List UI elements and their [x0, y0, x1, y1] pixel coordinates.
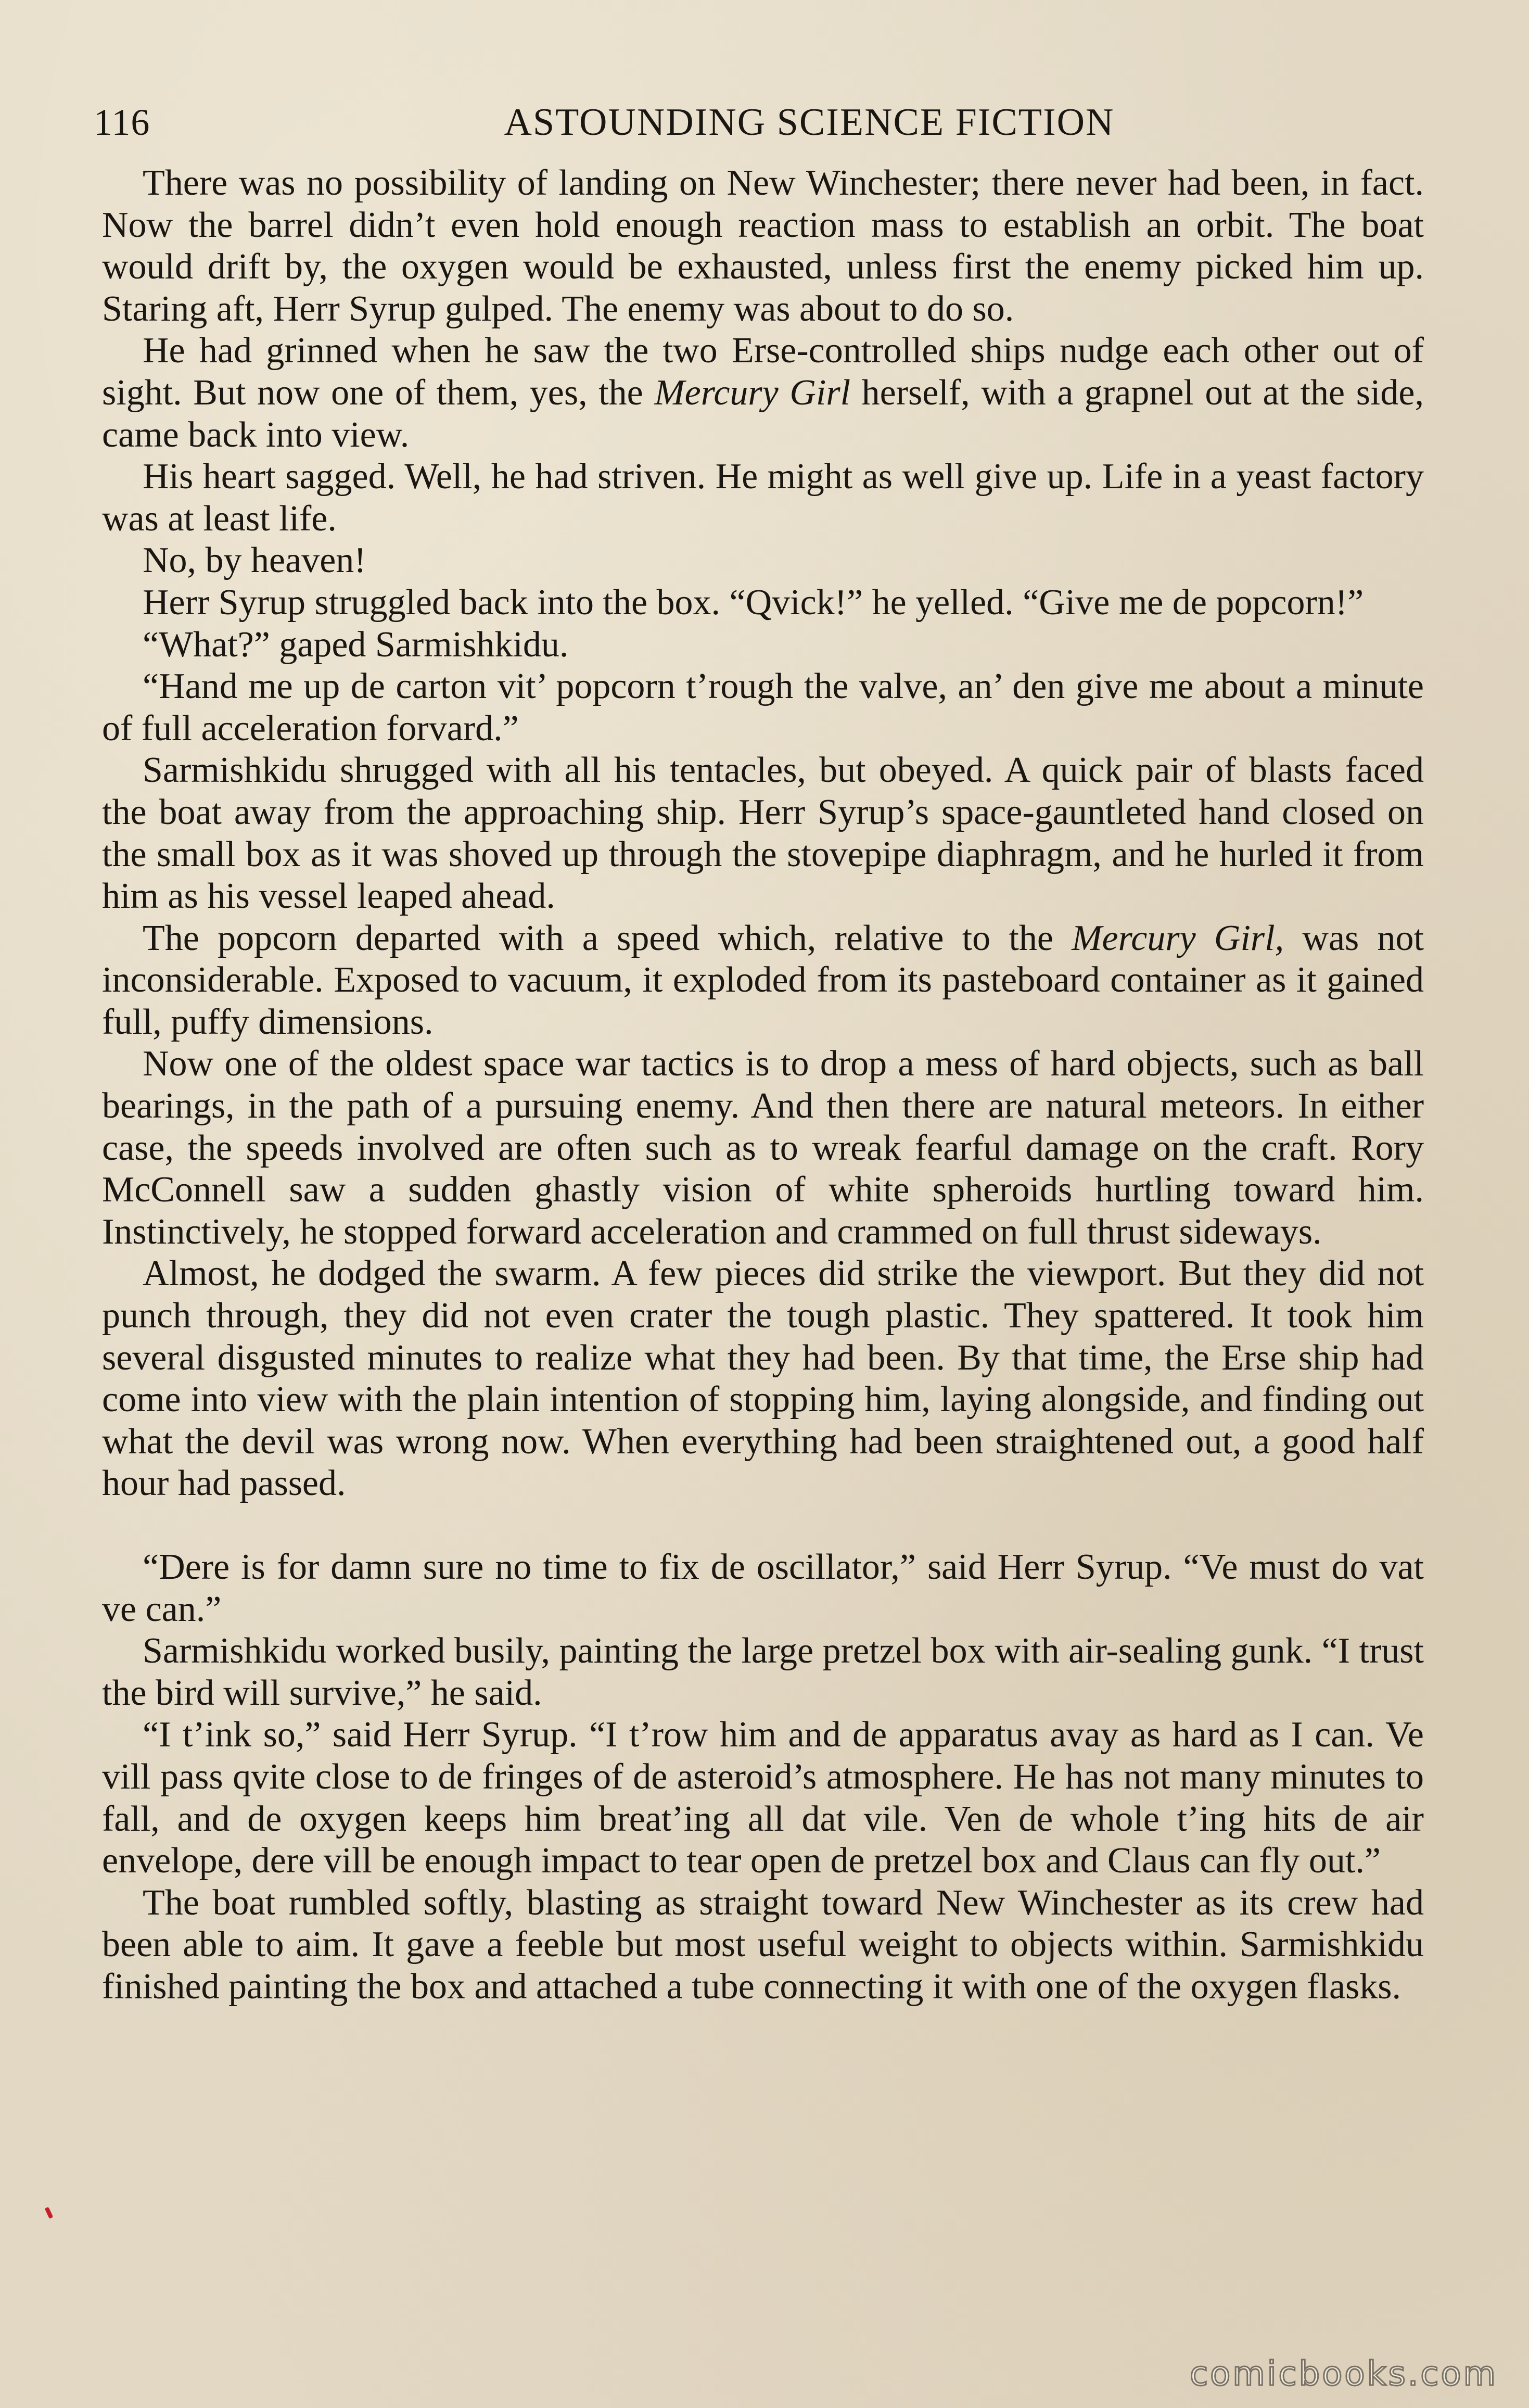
paragraph-15: The boat rumbled softly, blasting as straight toward New Winchester as its crew had been able to aim. It gave a feeble but most useful weight to objects within. Sarmishkidu finished painting the box and attached a tube connecting it with one of the oxygen flasks. — [102, 1882, 1424, 2007]
paragraph-8: Sarmishkidu shrugged with all his tentacles, but obeyed. A quick pair of blasts faced the boat away from the approaching ship. Herr Syrup’s space-gauntleted hand closed on the small box as it was shoved up through the stovepipe diaphragm, and he hurled it from him as his vessel leaped ahead. — [102, 750, 1424, 917]
paragraph-9: The popcorn departed with a speed which, relative to the Mercury Girl, was not inconsiderable. Exposed to vacuum, it exploded from its pasteboard container as it gained full, puffy dimensions. — [102, 918, 1424, 1042]
paragraph-3: His heart sagged. Well, he had striven. He might as well give up. Life in a yeast factory was at least life. — [102, 457, 1424, 539]
paragraph-1: There was no possibility of landing on New Winchester; there never had been, in fact. Now the barrel didn’t even hold enough reaction mass to establish an orbit. The boat would drift by, the oxygen would be exhausted, unless first the enemy picked him up. Staring aft, Herr Syrup gulped. The enemy was about to do so. — [102, 163, 1424, 329]
page-header — [94, 94, 1416, 151]
watermark: comicbooks.com — [1189, 2355, 1498, 2393]
paragraph-4: No, by heaven! — [143, 540, 366, 581]
running-head: ASTOUNDING SCIENCE FICTION — [504, 101, 1115, 144]
paragraph-7: “Hand me up de carton vit’ popcorn t’rough the valve, an’ den give me about a minute of full acceleration forvard.” — [102, 666, 1424, 749]
paragraph-6: “What?” gaped Sarmishkidu. — [143, 624, 569, 665]
italic-ship-name: Mercury Girl, — [1072, 918, 1284, 958]
italic-ship-name: Mercury Girl — [654, 372, 851, 413]
paragraph-12: “Dere is for damn sure no time to fix de oscillator,” said Herr Syrup. “Ve must do vat ve can.” — [102, 1547, 1424, 1629]
body-text — [102, 162, 1424, 2008]
paragraph-2: He had grinned when he saw the two Erse-controlled ships nudge each other out of sight. But now one of them, yes, the Mercury Girl herself, with a grapnel out at the side, came back into view. — [102, 331, 1424, 455]
paragraph-13: Sarmishkidu worked busily, painting the large pretzel box with air-sealing gunk. “I trust the bird will survive,” he said. — [102, 1631, 1424, 1713]
paragraph-5: Herr Syrup struggled back into the box. “Qvick!” he yelled. “Give me de popcorn!” — [143, 582, 1364, 623]
paragraph-14: “I t’ink so,” said Herr Syrup. “I t’row him and de apparatus avay as hard as I can. Ve vill pass qvite close to de fringes of de asteroid’s atmosphere. He has not many minutes to fall, and de oxygen keeps him breat’ing all dat vile. Ven de whole t’ing hits de air envelope, dere vill be enough impact to tear open de pretzel box and Claus can fly out.” — [102, 1715, 1424, 1881]
paragraph-11: Almost, he dodged the swarm. A few pieces did strike the viewport. But they did not punch through, they did not even crater the tough plastic. They spattered. It took him several disgusted minutes to realize what they had been. By that time, the Erse ship had come into view with the plain intention of stopping him, laying alongside, and finding out what the devil was wrong now. When everything had been straightened out, a good half hour had passed. — [102, 1253, 1424, 1504]
red-ink-mark — [45, 2207, 54, 2219]
paragraph-10: Now one of the oldest space war tactics is to drop a mess of hard objects, such as ball bearings, in the path of a pursuing enemy. And then there are natural meteors. In either case, the speeds involved are often such as to wreak fearful damage on the craft. Rory McConnell saw a sudden ghastly vision of white spheroids hurtling toward him. Instinctively, he stopped forward acceleration and crammed on full thrust sideways. — [102, 1044, 1424, 1252]
page-number: 116 — [94, 102, 150, 143]
